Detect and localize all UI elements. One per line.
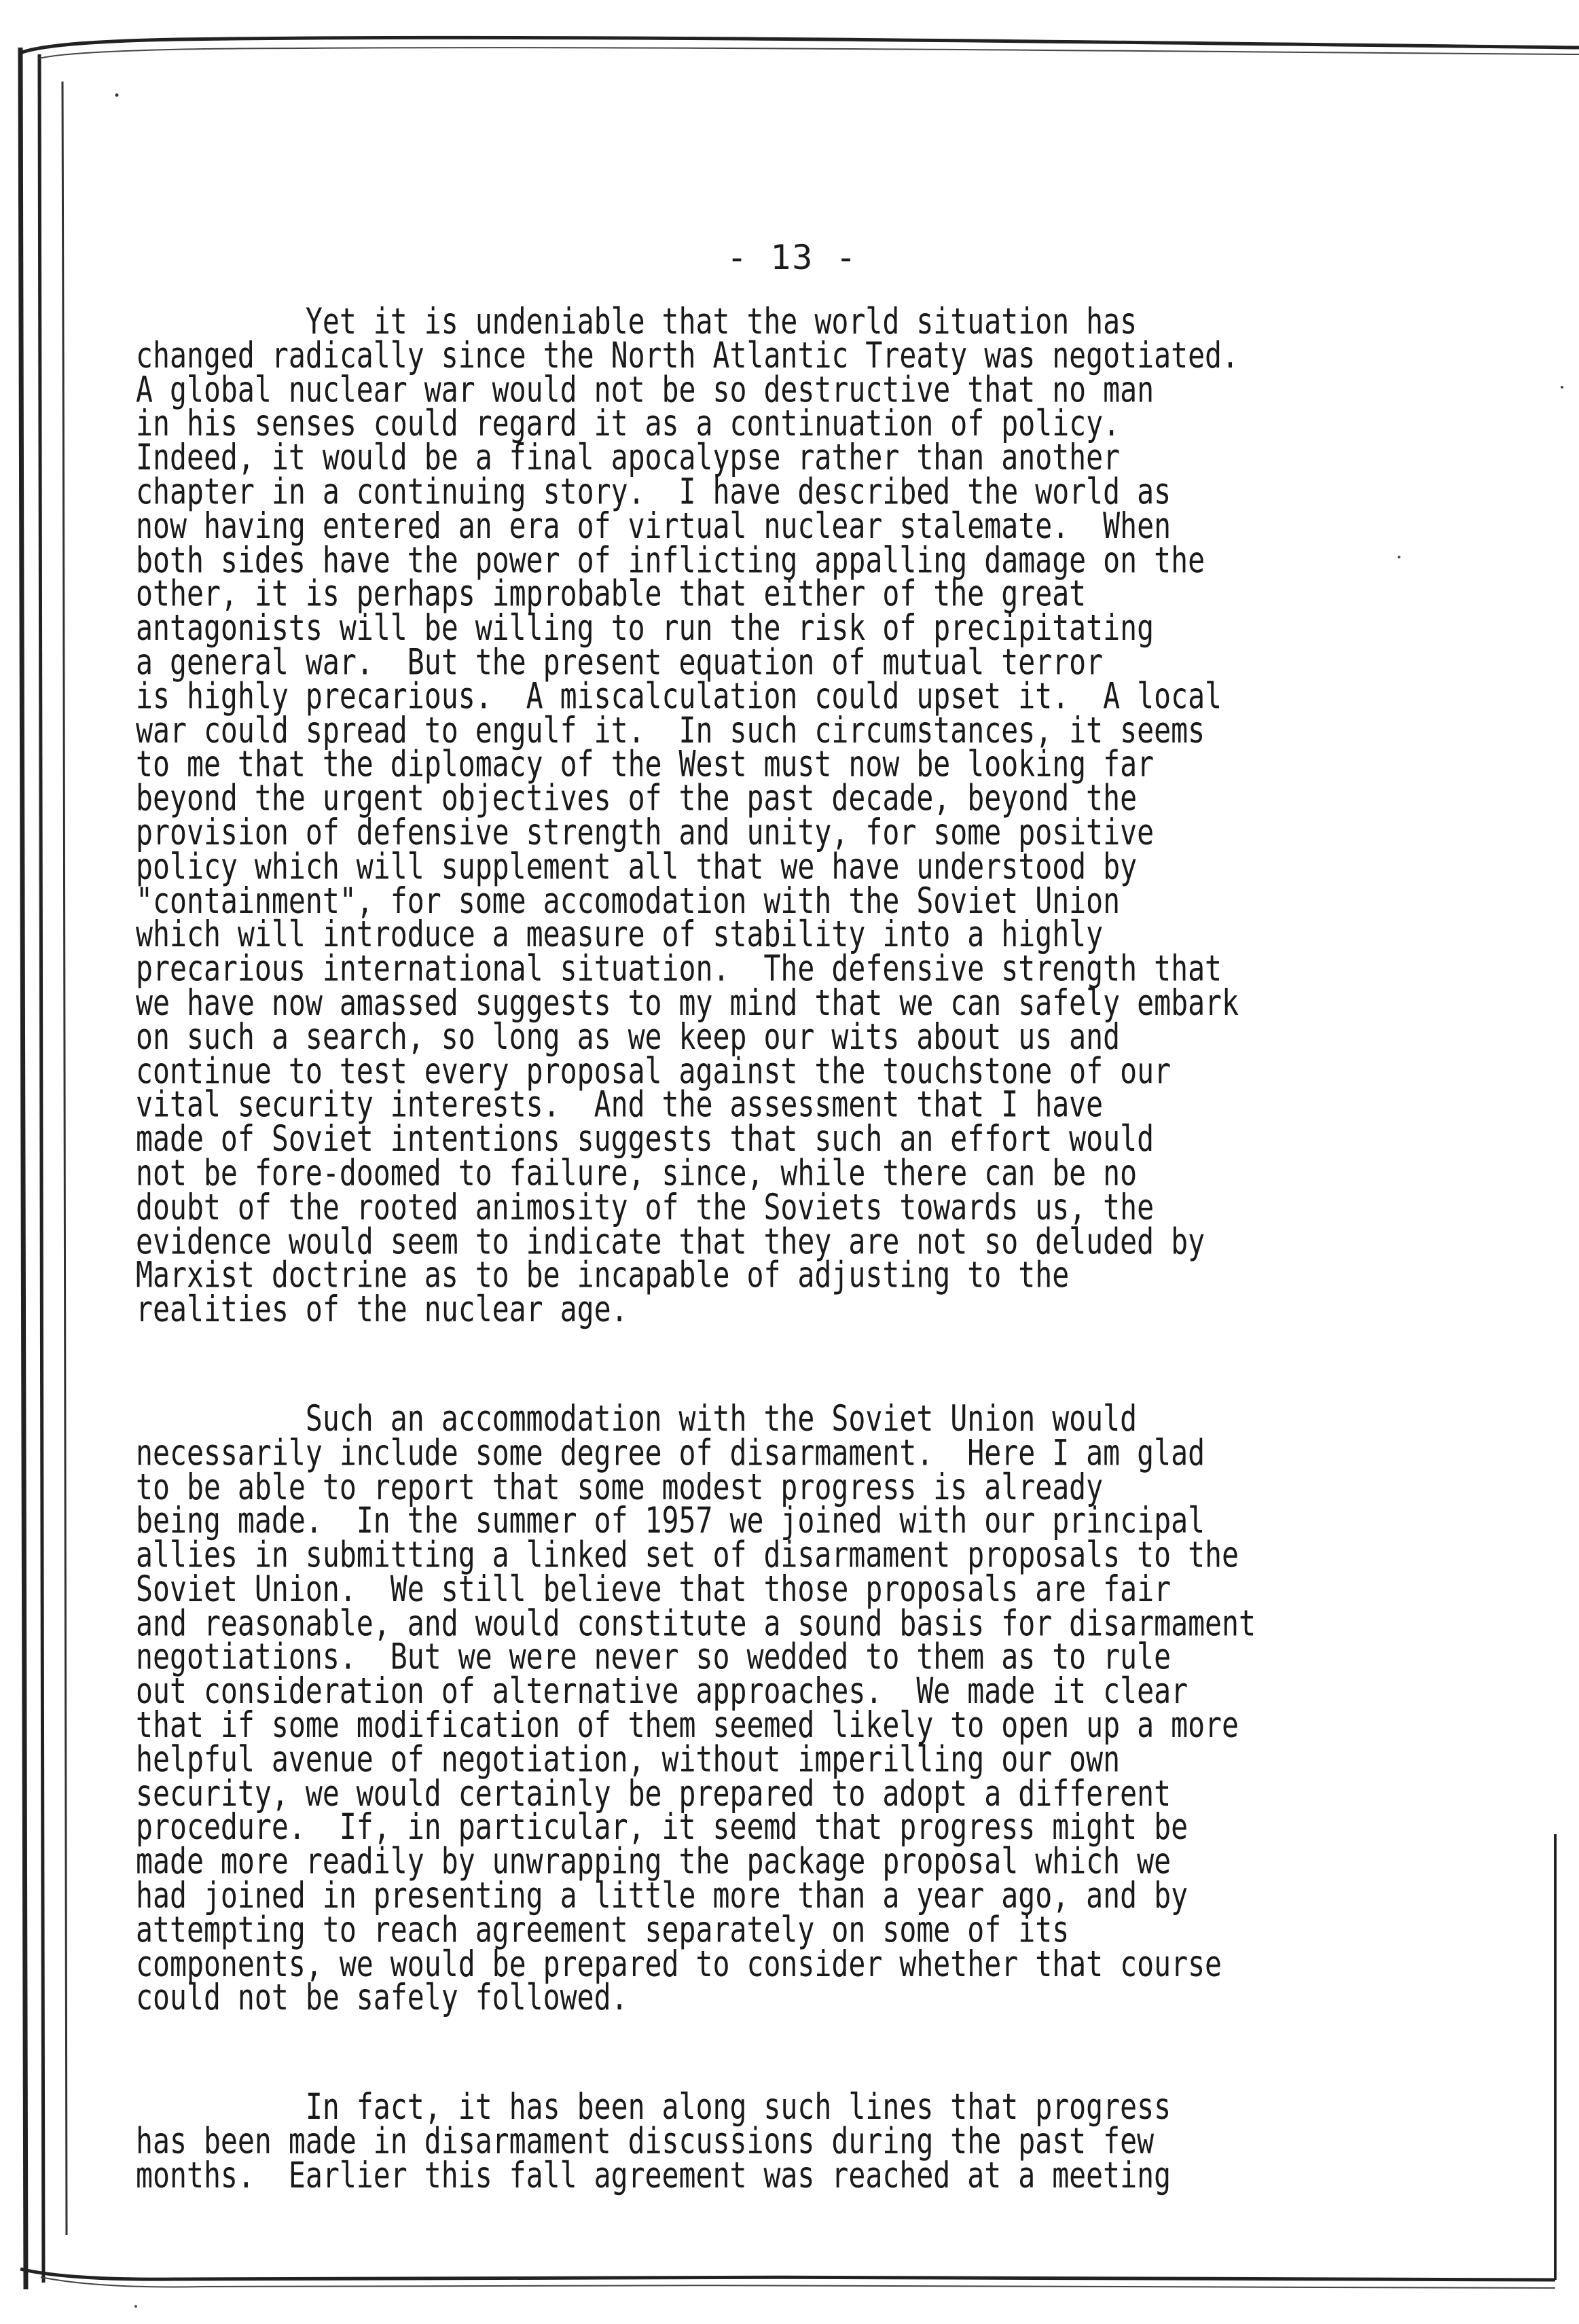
- text-line: could not be safely followed.: [136, 1976, 628, 2019]
- text-line: that if some modification of them seemed likely to open up a more: [136, 1704, 1239, 1746]
- text-line: months. Earlier this fall agreement was reached at a meeting: [136, 2153, 1172, 2196]
- text-line: allies in submitting a linked set of disarmament proposals to the: [136, 1533, 1239, 1576]
- paragraph-1: [136, 300, 1508, 1330]
- text-line: in his senses could regard it as a continuation of policy.: [136, 402, 1121, 444]
- body-text: [136, 300, 1508, 2196]
- text-line: components, we would be prepared to consider whether that course: [136, 1942, 1222, 1984]
- text-line: made of Soviet intentions suggests that such an effort would: [136, 1118, 1155, 1160]
- text-line: to be able to report that some modest progress is already: [136, 1465, 1104, 1507]
- text-line: vital security interests. And the assessment that I have: [136, 1084, 1104, 1126]
- text-line: which will introduce a measure of stability into a highly: [136, 913, 1104, 956]
- text-line: negotiations. But we were never so wedded to them as to rule: [136, 1635, 1172, 1678]
- text-line: realities of the nuclear age.: [136, 1287, 628, 1330]
- text-line: out consideration of alternative approaches. We made it clear: [136, 1670, 1188, 1712]
- text-line: provision of defensive strength and unity, for some positive: [136, 810, 1155, 853]
- text-line: chapter in a continuing story. I have described the world as: [136, 470, 1172, 513]
- text-line: doubt of the rooted animosity of the Soviets towards us, the: [136, 1185, 1155, 1228]
- text-line: Such an accommodation with the Soviet Union would: [136, 1397, 1138, 1440]
- text-line: has been made in disarmament discussions during the past few: [136, 2120, 1155, 2162]
- text-line: a general war. But the present equation of mutual terror: [136, 641, 1104, 683]
- text-line: In fact, it has been along such lines that progress: [136, 2086, 1172, 2128]
- text-line: "containment", for some accomodation with the Soviet Union: [136, 879, 1121, 921]
- text-line: war could spread to engulf it. In such circumstances, it seems: [136, 709, 1205, 751]
- paragraph-2: [136, 1397, 1508, 2019]
- text-line: made more readily by unwrapping the package proposal which we: [136, 1840, 1172, 1882]
- text-line: evidence would seem to indicate that they are not so deluded by: [136, 1219, 1205, 1262]
- text-line: beyond the urgent objectives of the past decade, beyond the: [136, 776, 1138, 819]
- text-line: both sides have the power of inflicting appalling damage on the: [136, 538, 1205, 581]
- text-line: procedure. If, in particular, it seemd that progress might be: [136, 1806, 1188, 1848]
- text-line: not be fore-doomed to failure, since, while there can be no: [136, 1151, 1138, 1194]
- text-line: had joined in presenting a little more than a year ago, and by: [136, 1874, 1188, 1916]
- text-line: policy which will supplement all that we have understood by: [136, 845, 1138, 887]
- text-line: changed radically since the North Atlantic Treaty was negotiated.: [136, 334, 1239, 376]
- text-line: being made. In the summer of 1957 we joined with our principal: [136, 1499, 1205, 1542]
- text-line: is highly precarious. A miscalculation could upset it. A local: [136, 675, 1222, 717]
- text-line: we have now amassed suggests to my mind that we can safely embark: [136, 981, 1239, 1024]
- paragraph-3: [136, 2086, 1508, 2196]
- text-line: Marxist doctrine as to be incapable of adjusting to the: [136, 1253, 1070, 1296]
- text-line: Yet it is undeniable that the world situation has: [136, 300, 1138, 342]
- text-line: precarious international situation. The defensive strength that: [136, 947, 1222, 990]
- text-line: antagonists will be willing to run the risk of precipitating: [136, 606, 1155, 649]
- text-line: Indeed, it would be a final apocalypse rather than another: [136, 436, 1121, 479]
- text-line: necessarily include some degree of disarmament. Here I am glad: [136, 1431, 1205, 1473]
- page-number: - 13 -: [727, 238, 858, 277]
- text-line: and reasonable, and would constitute a sound basis for disarmament: [136, 1601, 1256, 1644]
- text-line: now having entered an era of virtual nuclear stalemate. When: [136, 504, 1172, 547]
- text-line: continue to test every proposal against the touchstone of our: [136, 1049, 1172, 1092]
- text-line: other, it is perhaps improbable that either of the great: [136, 572, 1087, 615]
- text-line: helpful avenue of negotiation, without imperilling our own: [136, 1738, 1121, 1781]
- text-line: security, we would certainly be prepared to adopt a different: [136, 1772, 1172, 1814]
- text-line: A global nuclear war would not be so destructive that no man: [136, 368, 1155, 410]
- text-line: attempting to reach agreement separately on some of its: [136, 1908, 1070, 1950]
- text-line: Soviet Union. We still believe that those proposals are fair: [136, 1567, 1172, 1610]
- text-line: on such a search, so long as we keep our wits about us and: [136, 1015, 1121, 1058]
- text-line: to me that the diplomacy of the West must now be looking far: [136, 743, 1155, 785]
